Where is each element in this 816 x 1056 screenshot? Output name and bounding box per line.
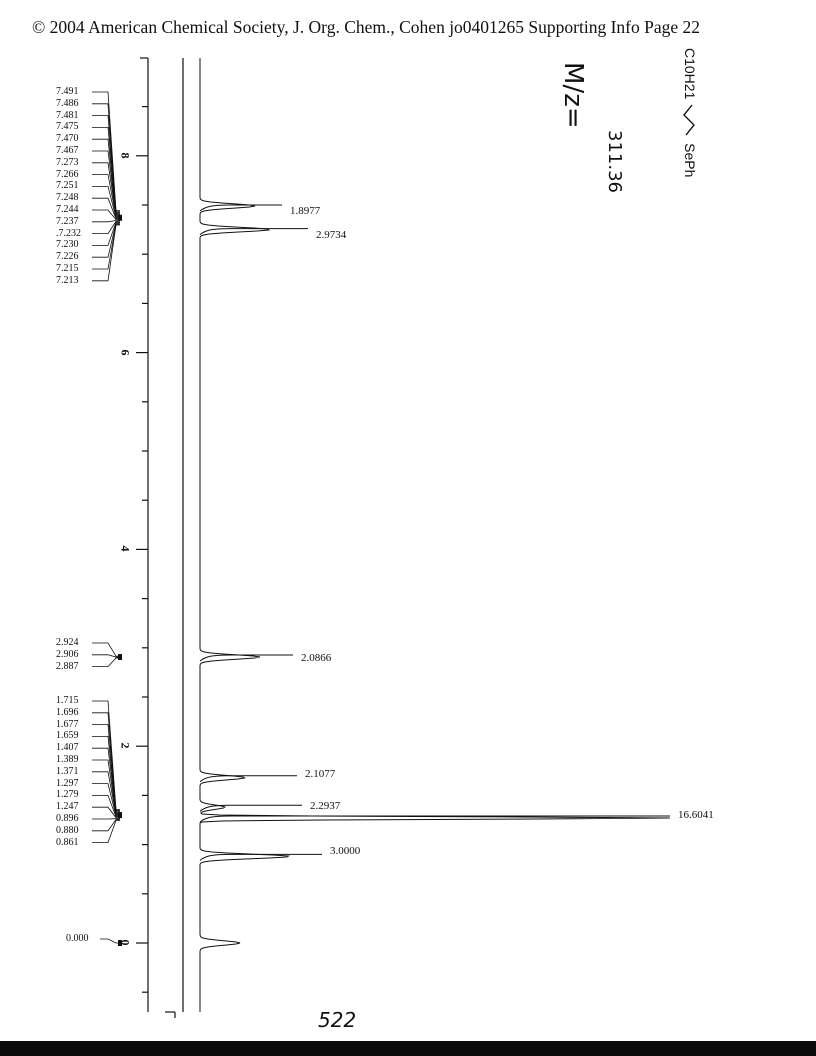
integral-value: 2.0866 [301, 652, 332, 664]
peak-bracket-marker [118, 215, 122, 221]
peak-bracket-line [92, 127, 120, 213]
spectrum-trace [200, 58, 670, 1012]
peak-shift-label: 1.247 [56, 801, 79, 813]
peak-bracket-marker [118, 812, 122, 818]
peak-shift-label: 7.266 [56, 168, 79, 180]
handwritten-mass-value: 311.36 [604, 130, 625, 193]
integral-value: 16.6041 [678, 809, 714, 821]
peak-shift-label: 7.273 [56, 156, 79, 168]
peak-bracket-line [92, 701, 120, 810]
peak-shift-label: 0.861 [56, 836, 79, 848]
formula-left: C10H21 [682, 48, 698, 100]
peak-shift-label: 7.237 [56, 215, 79, 227]
peak-shift-label: 1.297 [56, 777, 79, 789]
peak-shift-label: 0.880 [56, 824, 79, 836]
peak-bracket-line [92, 658, 120, 667]
peak-shift-label: 2.924 [56, 637, 79, 648]
peak-bracket-line [92, 104, 120, 212]
peak-bracket-line [92, 725, 120, 812]
peak-shift-label: 2.887 [56, 660, 79, 672]
integral-curve [200, 854, 322, 860]
peak-bracket-line [92, 736, 120, 812]
peak-shift-label: 7.230 [56, 239, 79, 251]
ppm-axis [136, 58, 183, 1018]
peak-bracket-line [92, 224, 120, 269]
peak-shift-label: 1.371 [56, 765, 79, 777]
axis-tick-label: 8 [118, 152, 133, 159]
peak-shift-label: 1.659 [56, 730, 79, 742]
peak-shift-label: 7.467 [56, 145, 79, 156]
peak-shift-label: 7.491 [56, 86, 79, 97]
peak-shift-label: 7.481 [56, 109, 79, 121]
peak-shift-label: 7.244 [56, 204, 79, 215]
integral-value: 2.9734 [316, 229, 347, 241]
peak-shift-label: 1.389 [56, 754, 79, 765]
peak-shift-label: 7.226 [56, 251, 79, 263]
axis-tick-label: 4 [118, 545, 133, 552]
peak-shift-label: 1.677 [56, 718, 79, 730]
peak-shift-label: .7.232 [56, 227, 81, 239]
page-header: © 2004 American Chemical Society, J. Org. Chem., Cohen jo0401265 Supporting Info Page 22 [32, 17, 701, 37]
peak-shift-label: 1.696 [56, 706, 79, 718]
integral-value: 2.2937 [310, 800, 341, 812]
peak-shift-label: 7.486 [56, 97, 79, 109]
peak-shift-label: 1.279 [56, 789, 79, 801]
peak-shift-label: 7.248 [56, 192, 79, 204]
handwritten-sample-id: 522 [318, 1008, 357, 1032]
peak-shift-label: 1.715 [56, 695, 79, 706]
peak-bracket-line [92, 643, 120, 656]
formula-right: SePh [682, 143, 698, 178]
peak-bracket-marker [118, 654, 122, 660]
peak-shift-label: 7.470 [56, 133, 79, 145]
peak-shift-label: 7.213 [56, 274, 79, 286]
peak-label-brackets [92, 92, 122, 946]
axis-tick-label: 6 [118, 349, 133, 356]
peak-shift-label: 0.000 [66, 933, 89, 944]
peak-bracket-line [92, 713, 120, 811]
axis-tick-label: 2 [118, 742, 133, 749]
structure-formula [682, 48, 698, 177]
integral-value: 3.0000 [330, 845, 361, 857]
handwritten-mass-label: M/z= [558, 62, 588, 129]
peak-shift-label: 7.251 [56, 180, 79, 192]
peak-shift-label: 1.407 [56, 742, 79, 754]
peak-shift-label: 0.896 [56, 813, 79, 824]
spectrum-line [200, 58, 670, 1012]
integral-curve [200, 805, 302, 811]
integral-value: 2.1077 [305, 768, 336, 780]
peak-bracket-line [92, 820, 120, 842]
peak-shift-label: 2.906 [56, 648, 79, 660]
peak-shift-label: 7.215 [56, 263, 79, 274]
peak-shift-label: 7.475 [56, 121, 79, 133]
scan-bottom-bar [0, 1041, 816, 1056]
axis-tick-label: 0 [118, 939, 133, 946]
chain-bond-icon [682, 103, 696, 139]
integral-value: 1.8977 [290, 205, 321, 217]
